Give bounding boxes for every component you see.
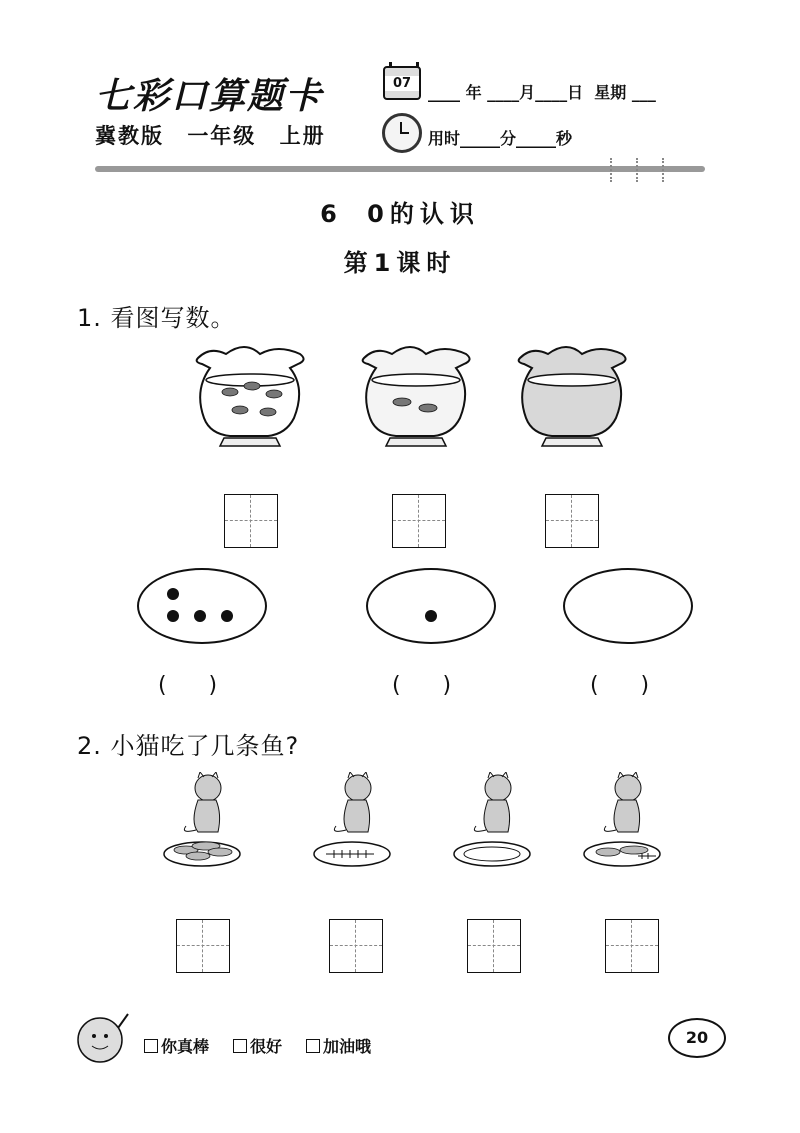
checkbox[interactable] bbox=[233, 1039, 247, 1053]
answer-parens[interactable]: ( ) bbox=[590, 673, 650, 698]
answer-box[interactable] bbox=[329, 919, 383, 973]
cat-with-plate-fish-bones bbox=[314, 772, 390, 866]
brand-title: 七彩口算题卡 bbox=[95, 75, 324, 117]
divider-mark bbox=[610, 158, 614, 182]
answer-parens[interactable]: ( ) bbox=[392, 673, 452, 698]
lesson-title: 6 0的认识 bbox=[320, 200, 480, 228]
lesson-subtitle: 第1课时 bbox=[343, 249, 457, 277]
rating-option-2[interactable]: 很好 bbox=[233, 1034, 282, 1057]
grade: 一年级 bbox=[187, 124, 257, 148]
mascot-icon bbox=[70, 1008, 132, 1070]
cat-plate-illustrations bbox=[160, 772, 670, 880]
checkbox[interactable] bbox=[144, 1039, 158, 1053]
fishbowl-2-fish bbox=[363, 347, 470, 446]
answer-box[interactable] bbox=[605, 919, 659, 973]
divider-mark bbox=[662, 158, 666, 182]
cat-with-plate-some-fish bbox=[584, 772, 660, 866]
answer-box[interactable] bbox=[545, 494, 599, 548]
answer-box[interactable] bbox=[176, 919, 230, 973]
dot-oval-1 bbox=[366, 568, 496, 644]
volume: 上册 bbox=[279, 124, 326, 148]
question-1-prompt: 1. 看图写数。 bbox=[77, 304, 236, 332]
date-line: ____ 年 ____月____日 星期 ___ bbox=[428, 83, 656, 102]
answer-box[interactable] bbox=[224, 494, 278, 548]
fishbowl-illustrations bbox=[190, 340, 640, 450]
edition: 冀教版 bbox=[95, 124, 164, 148]
dot-oval-0 bbox=[563, 568, 693, 644]
rating-option-1[interactable]: 你真棒 bbox=[144, 1034, 209, 1057]
page-number: 20 bbox=[668, 1018, 726, 1058]
fishbowl-0-fish bbox=[519, 347, 626, 446]
calendar-day: 07 bbox=[385, 76, 419, 91]
fishbowl-5-fish bbox=[197, 347, 304, 446]
cat-with-empty-plate bbox=[454, 772, 530, 866]
question-2-prompt: 2. 小猫吃了几条鱼? bbox=[77, 732, 300, 760]
clock-icon bbox=[382, 113, 422, 153]
time-line: 用时_____分_____秒 bbox=[428, 129, 573, 148]
edition-line bbox=[95, 120, 326, 150]
answer-parens[interactable]: ( ) bbox=[158, 673, 218, 698]
rating-option-3[interactable]: 加油哦 bbox=[306, 1034, 371, 1057]
answer-box[interactable] bbox=[467, 919, 521, 973]
cat-with-plate-many-fish bbox=[164, 772, 240, 866]
dot-oval-4 bbox=[137, 568, 267, 644]
divider-mark bbox=[636, 158, 640, 182]
calendar-icon bbox=[383, 66, 421, 100]
checkbox[interactable] bbox=[306, 1039, 320, 1053]
answer-box[interactable] bbox=[392, 494, 446, 548]
